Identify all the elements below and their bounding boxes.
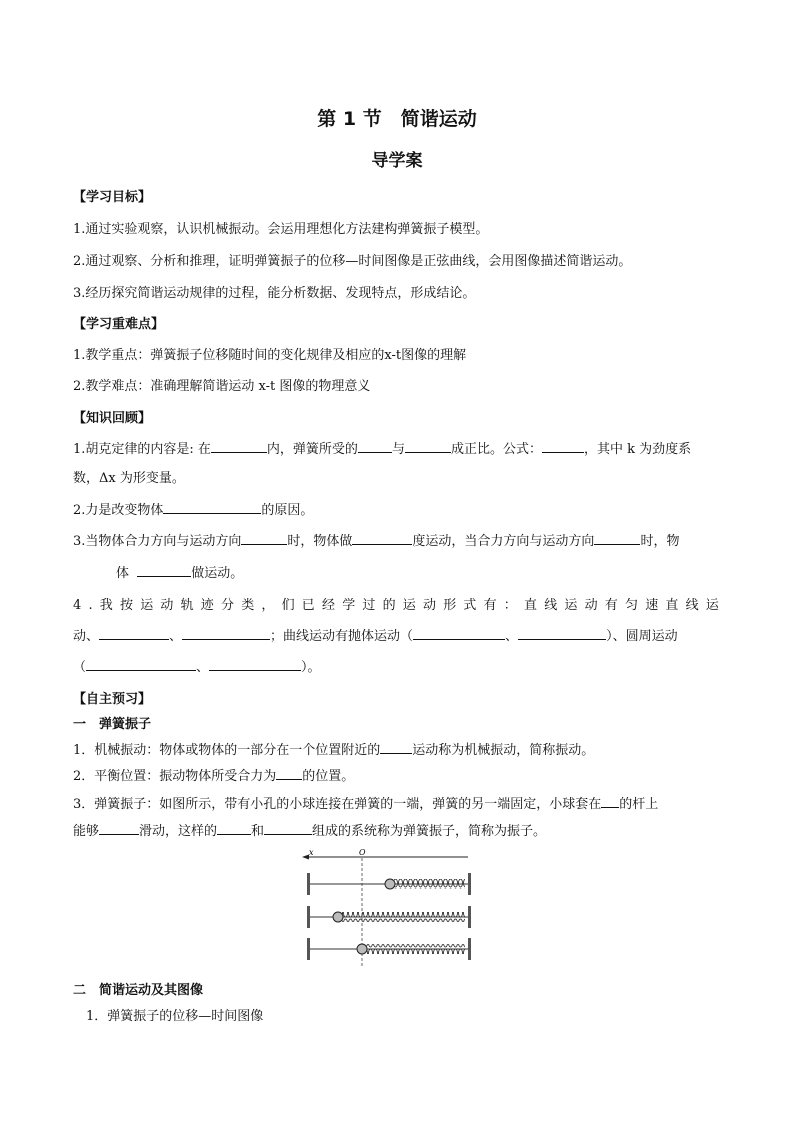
oscillator-row-3	[307, 938, 471, 960]
preview-item-3-text-4: 滑动，这样的	[139, 824, 218, 839]
fill-blank[interactable]	[601, 795, 619, 808]
preview-item-3-text-1: 3．弹簧振子：如图所示，带有小孔的小球连接在弹簧的一端，弹簧的另一端固定，小球套在	[73, 797, 602, 812]
fill-blank[interactable]	[358, 440, 392, 453]
oscillator-row-1	[307, 873, 471, 895]
review-q1	[73, 438, 691, 457]
page-subtitle: 导学案	[371, 151, 423, 171]
x-axis-arrowhead	[302, 855, 309, 860]
sub-item-1: 1．弹簧振子的位移—时间图像	[86, 1009, 264, 1024]
review-q4: 4.我按运动轨迹分类，们已经学过的运动形式有：直线运动有匀速直线运	[73, 598, 727, 613]
review-q4-text-9: ）。	[301, 660, 321, 675]
fill-blank[interactable]	[217, 822, 251, 835]
preview-item-3	[73, 793, 658, 812]
review-q3-cont	[116, 562, 243, 581]
objective-2: 2.通过观察、分析和推理，证明弹簧振子的位移—时间图像是正弦曲线，会用图像描述简谐运动。	[73, 254, 632, 269]
preview-item-1-text-2: 运动称为机械振动，简称振动。	[412, 743, 595, 758]
page-title: 第 1 节 简谐运动	[317, 108, 477, 130]
review-q2-text-2: 的原因。	[261, 503, 314, 518]
review-q3-text-5: 体	[116, 566, 130, 581]
review-heading: 【知识回顾】	[73, 411, 152, 426]
oscillator-row-2	[307, 906, 471, 928]
preview-heading: 【自主预习】	[73, 692, 152, 707]
review-q4-cont-1	[73, 625, 678, 644]
keypoint-1: 1.教学重点：弹簧振子位移随时间的变化规律及相应的x-t图像的理解	[73, 348, 467, 363]
section-shm-graph: 二 简谐运动及其图像	[73, 983, 204, 998]
preview-item-3-cont	[73, 820, 546, 839]
ball	[385, 879, 395, 889]
fill-blank[interactable]	[413, 627, 505, 640]
fill-blank[interactable]	[182, 627, 270, 640]
keypoints-heading: 【学习重难点】	[73, 317, 165, 332]
preview-item-2-text-2: 的位置。	[302, 769, 355, 784]
fill-blank[interactable]	[594, 532, 640, 545]
objective-3: 3.经历探究简谐运动规律的过程，能分析数据、发现特点，形成结论。	[73, 286, 476, 301]
fill-blank[interactable]	[137, 564, 191, 577]
review-q3-text-2: 时，物体做	[287, 534, 353, 549]
review-q1-text-4: 成正比。公式：	[450, 442, 542, 457]
fill-blank[interactable]	[405, 440, 451, 453]
review-q1-text-3: 与	[391, 442, 405, 457]
review-q4-text-6: ）、圆周运动	[606, 629, 678, 644]
fill-blank[interactable]	[211, 440, 267, 453]
preview-item-3-text-3: 能够	[73, 824, 100, 839]
review-q3-text-6: 做运动。	[191, 566, 244, 581]
review-q2-text-1: 2.力是改变物体	[73, 503, 164, 518]
preview-item-3-text-5: 和	[251, 824, 265, 839]
preview-item-2	[73, 765, 354, 784]
preview-item-3-text-2: 的杆上	[619, 797, 659, 812]
review-q3-text-3: 度运动，当合力方向与运动方向	[412, 534, 595, 549]
fill-blank[interactable]	[99, 822, 139, 835]
keypoint-2: 2.教学难点：准确理解简谐运动 x-t 图像的物理意义	[73, 379, 371, 394]
spring	[394, 879, 465, 889]
review-q3	[73, 530, 679, 549]
spring-oscillator-figure	[298, 848, 480, 970]
fill-blank[interactable]	[276, 767, 302, 780]
review-q4-cont-2	[73, 656, 321, 675]
fill-blank[interactable]	[241, 532, 287, 545]
fill-blank[interactable]	[163, 501, 261, 514]
fill-blank[interactable]	[518, 627, 606, 640]
fill-blank[interactable]	[380, 741, 412, 754]
review-q1-text-1: 1.胡克定律的内容是: 在	[73, 442, 211, 457]
objective-1: 1.通过实验观察，认识机械振动。会运用理想化方法建构弹簧振子模型。	[73, 222, 489, 237]
fill-blank[interactable]	[86, 658, 196, 671]
fill-blank[interactable]	[209, 658, 301, 671]
spring	[366, 944, 465, 954]
section-spring-oscillator: 一 弹簧振子	[73, 717, 152, 732]
spring	[342, 912, 465, 922]
review-q3-text-1: 3.当物体合力方向与运动方向	[73, 534, 242, 549]
review-q4-text-7: （	[73, 660, 87, 675]
preview-item-1-text-1: 1．机械振动：物体或物体的一部分在一个位置附近的	[73, 743, 381, 758]
review-q4-text-4: ；曲线运动有抛体运动（	[270, 629, 414, 644]
review-q2	[73, 499, 313, 518]
objectives-heading: 【学习目标】	[73, 190, 152, 205]
preview-item-1	[73, 739, 594, 758]
review-q4-text-3: 、	[169, 629, 183, 644]
review-q3-text-4: 时，物	[640, 534, 680, 549]
review-q4-text-2: 动、	[73, 629, 100, 644]
preview-item-2-text-1: 2．平衡位置：振动物体所受合力为	[73, 769, 277, 784]
fill-blank[interactable]	[352, 532, 412, 545]
review-q4-text-5: 、	[505, 629, 519, 644]
preview-item-3-text-6: 组成的系统称为弹簧振子，简称为振子。	[312, 824, 547, 839]
origin-label: O	[359, 848, 366, 857]
review-q1-text-2: 内，弹簧所受的	[266, 442, 358, 457]
ball	[357, 944, 367, 954]
review-q1-text-5: ，其中 k 为劲度系	[583, 442, 692, 457]
fill-blank[interactable]	[99, 627, 169, 640]
ball	[333, 912, 343, 922]
review-q4-text-8: 、	[196, 660, 210, 675]
x-axis-label: x	[309, 848, 314, 857]
fill-blank[interactable]	[542, 440, 584, 453]
review-q1-cont: 数，Δx 为形变量。	[73, 471, 185, 486]
fill-blank[interactable]	[264, 822, 312, 835]
